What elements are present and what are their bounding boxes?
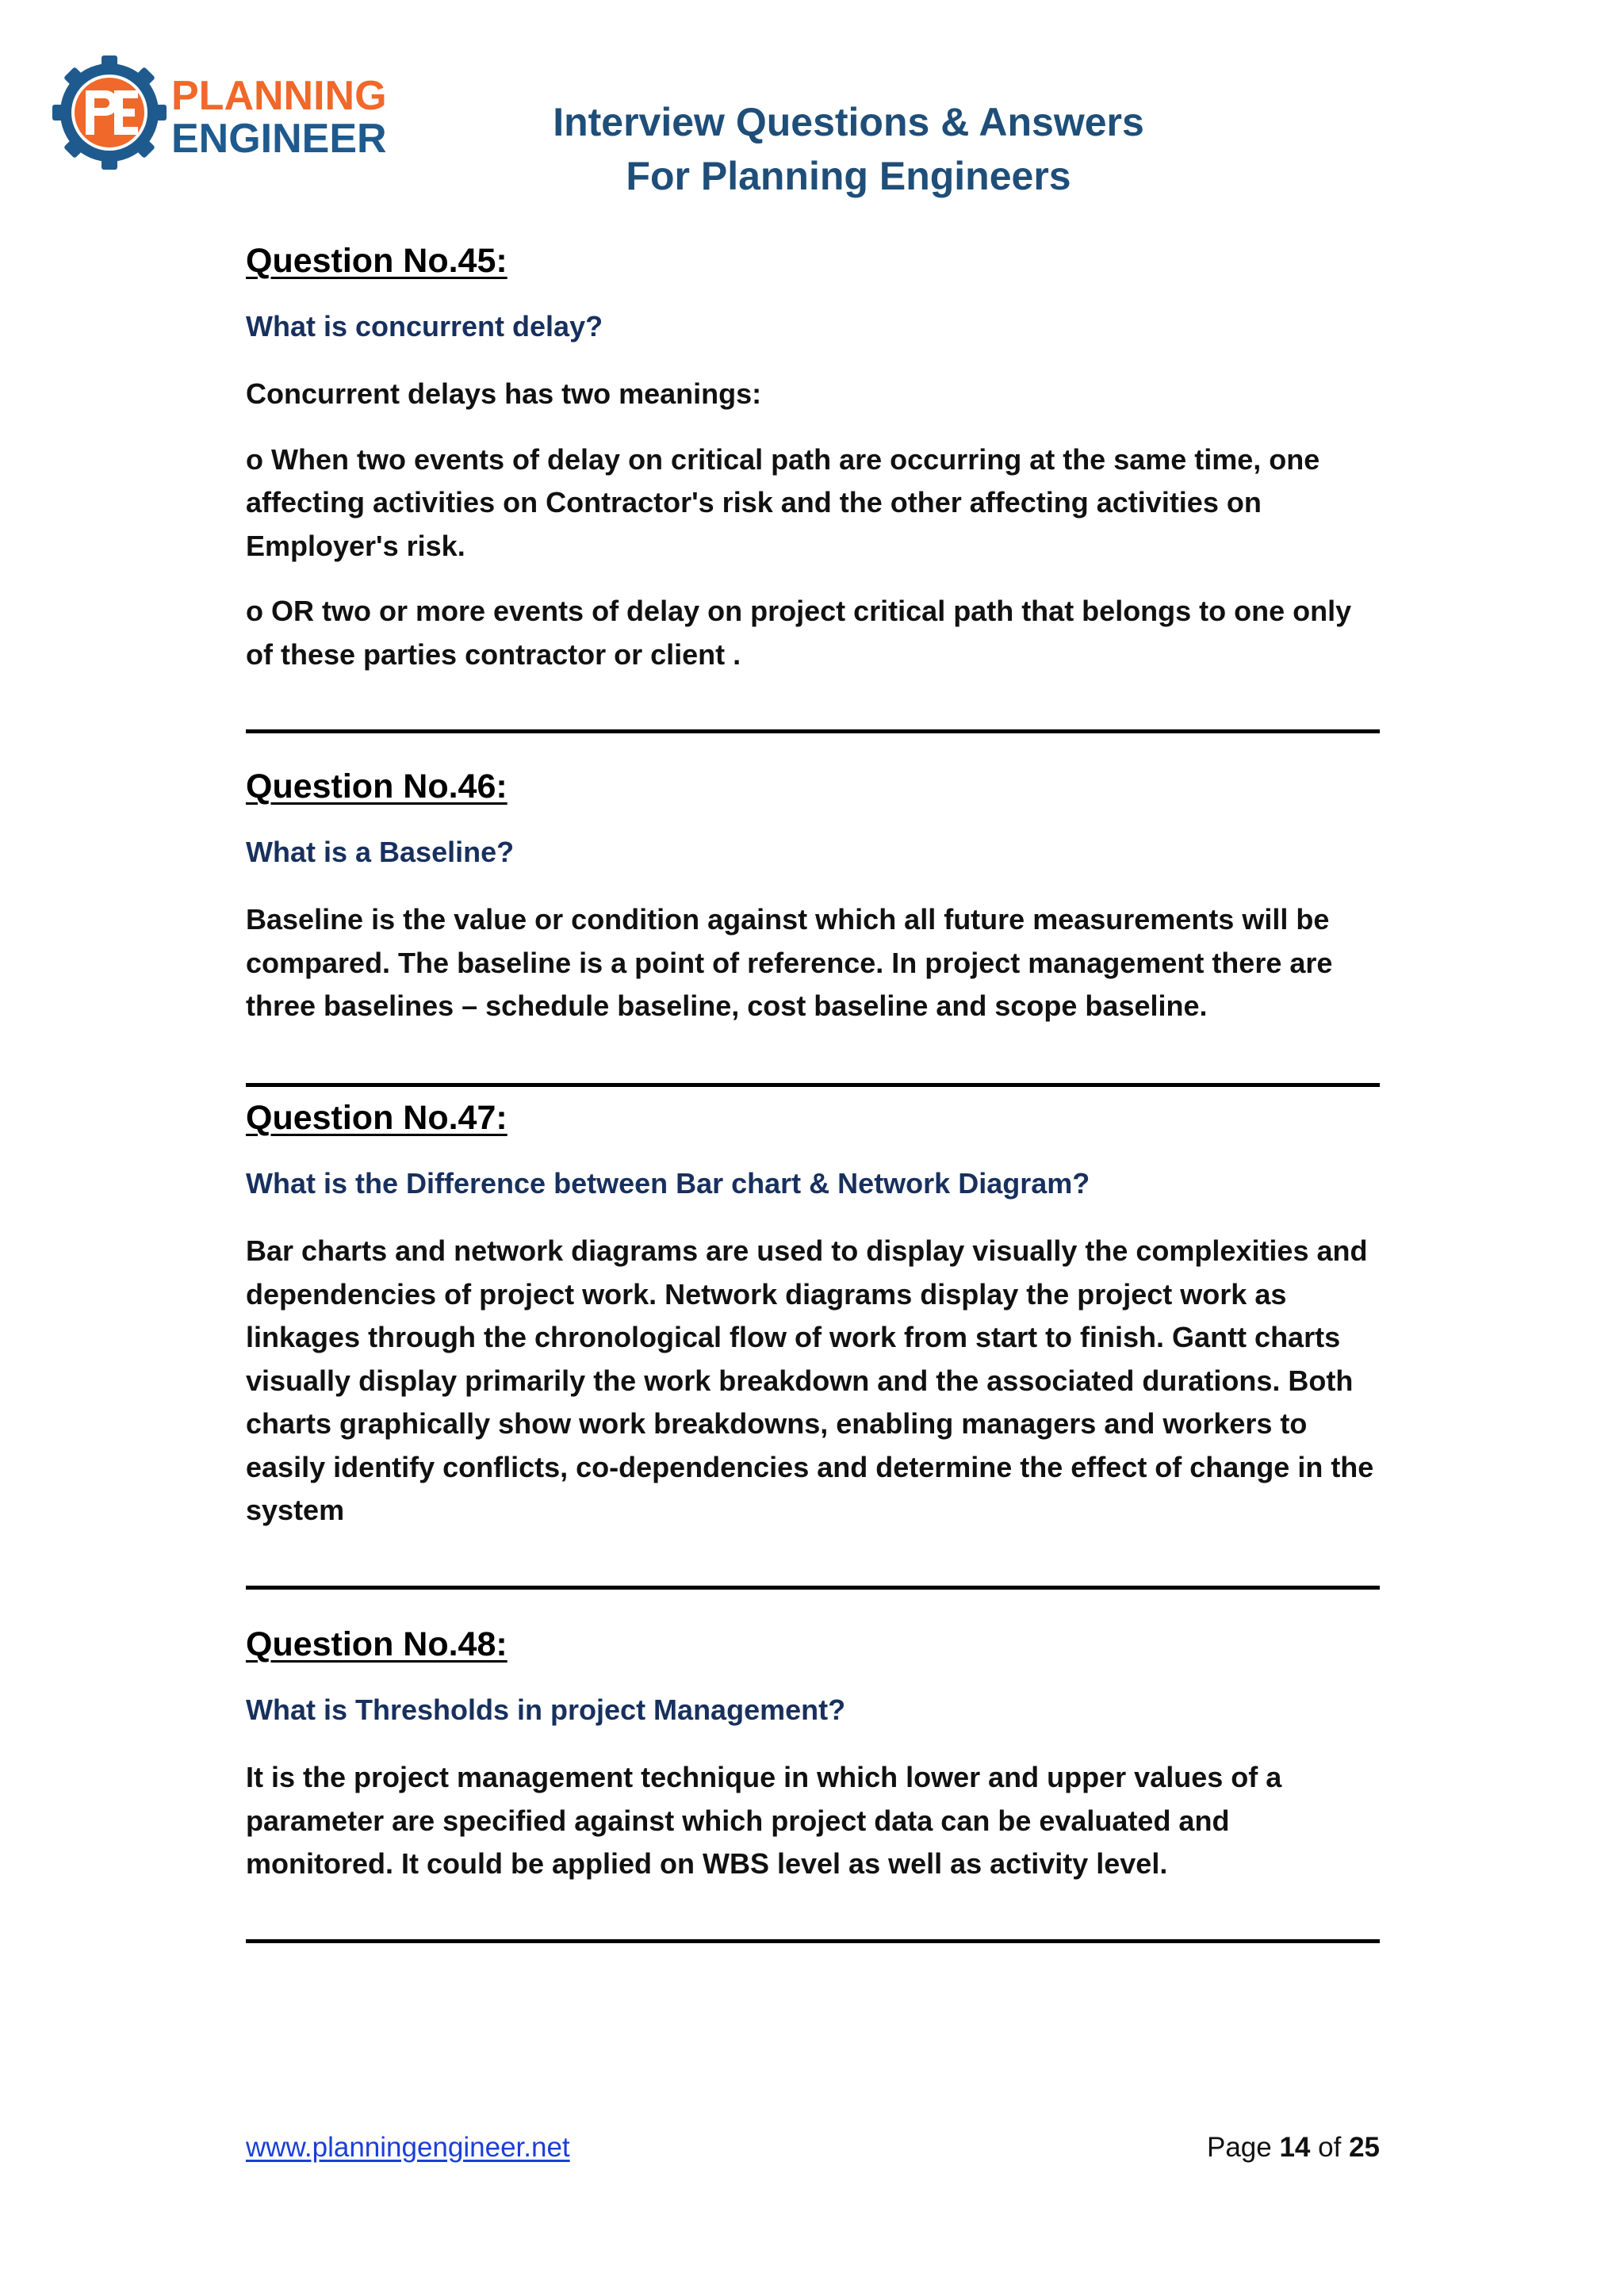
answer-paragraph: Concurrent delays has two meanings:	[246, 377, 762, 410]
qa-block-45	[246, 242, 1380, 686]
answer-paragraph: Bar charts and network diagrams are used to display visually the complexities and dependencies of project work. Network diagrams display the project work as linkages through the chronological flow of work from start to finish. Gantt charts visually display primarily the work breakdown and the associated durations. Both charts graphically show work breakdowns, enabling managers and workers to easily identify conflicts, co-dependencies and determine the effect of change in the system	[246, 1234, 1374, 1526]
question-heading: Question No.47:	[246, 1099, 508, 1137]
answer-paragraph: o OR two or more events of delay on project critical path that belongs to one only of these parties contractor or client .	[246, 595, 1352, 671]
answer-paragraph: o When two events of delay on critical path are occurring at the same time, one affecting activities on Contractor's risk and the other affecting activities on Employer's risk.	[246, 442, 1320, 562]
question-heading: Question No.46:	[246, 767, 508, 806]
question-text: What is concurrent delay?	[246, 310, 603, 342]
qa-block-46	[246, 767, 1380, 1037]
page-prefix: Page	[1206, 2132, 1272, 2163]
question-heading: Question No.48:	[246, 1625, 508, 1663]
question-text: What is the Difference between Bar chart & Network Diagram?	[246, 1167, 1090, 1200]
answer-paragraph: It is the project management technique in which lower and upper values of a parameter are specified against which project data can be evaluated and monitored. It could be applied on WBS level as well as activity level.	[246, 1761, 1282, 1880]
answer-paragraph: Baseline is the value or condition against which all future measurements will be compared. The baseline is a point of reference. In project management there are three baselines – schedule baseline, cost baseline and scope baseline.	[246, 903, 1333, 1022]
page-header-title	[476, 95, 1221, 203]
header-title-line2: For Planning Engineers	[626, 154, 1071, 198]
gear-logo-icon	[52, 55, 393, 174]
answer-text	[246, 1756, 1380, 1908]
page-total: 25	[1349, 2132, 1380, 2163]
answer-text	[246, 373, 1380, 698]
website-link[interactable]: www.planningengineer.net	[246, 2132, 570, 2163]
question-heading: Question No.45:	[246, 242, 508, 280]
question-text: What is Thresholds in project Management?	[246, 1693, 846, 1726]
section-divider	[246, 729, 1380, 733]
qa-block-48	[246, 1625, 1380, 1895]
logo-line1: PLANNING	[171, 73, 387, 119]
section-divider	[246, 1586, 1380, 1590]
answer-text	[246, 1230, 1380, 1555]
section-divider	[246, 1939, 1380, 1943]
header-title-line1: Interview Questions & Answers	[553, 100, 1144, 144]
answer-text	[246, 898, 1380, 1050]
section-divider	[246, 1083, 1380, 1087]
page-number	[1207, 2132, 1380, 2164]
question-text: What is a Baseline?	[246, 836, 515, 868]
qa-block-47	[246, 1099, 1380, 1567]
page-current: 14	[1279, 2132, 1311, 2163]
planning-engineer-logo	[52, 55, 393, 174]
page-of: of	[1318, 2132, 1342, 2163]
logo-line2: ENGINEER	[171, 116, 387, 162]
